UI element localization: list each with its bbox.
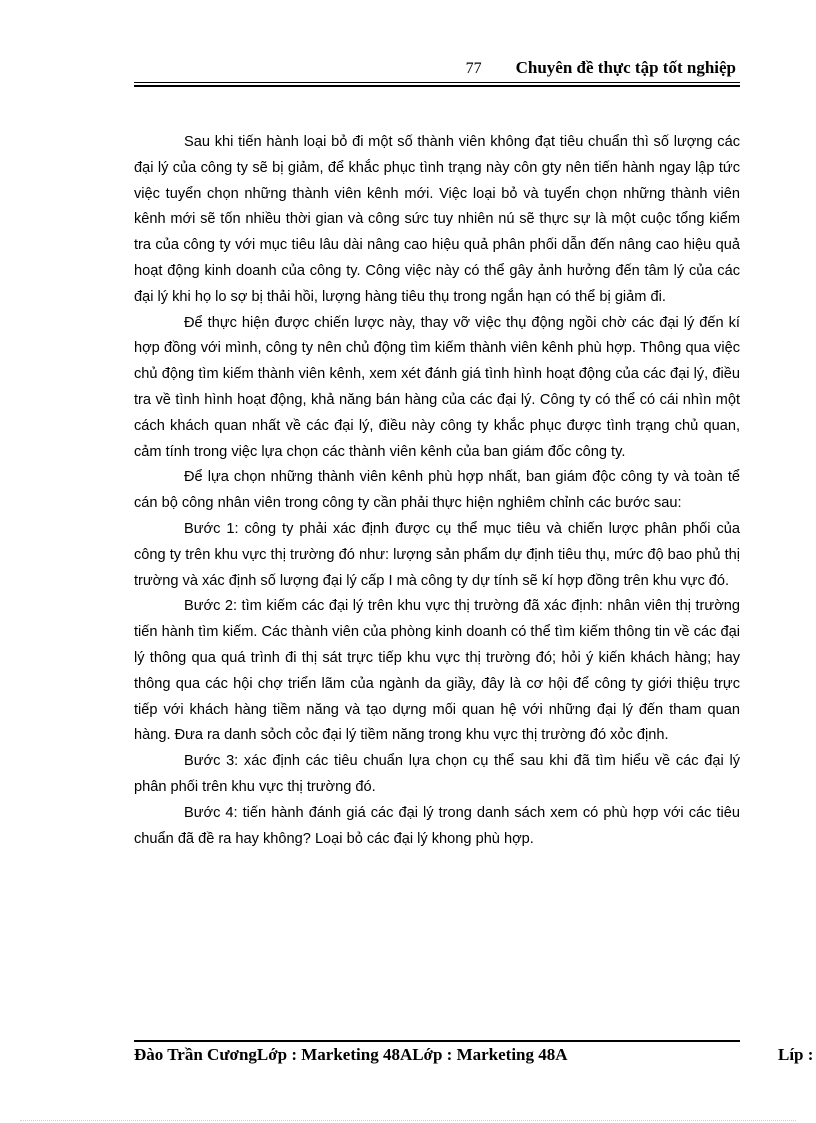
paragraph-step-4: Bước 4: tiến hành đánh giá các đại lý trong danh sách xem có phù hợp với các tiêu chuẩn đã đề ra hay không? Loại bỏ các đại lý khong phù hợp. <box>134 804 740 847</box>
footer-rule <box>134 1040 740 1042</box>
paragraph-step-1: Bước 1: công ty phải xác định được cụ thể mục tiêu và chiến lược phân phối của công ty trên khu vực thị trường đó như: lượng sản phẩm dự định tiêu thụ, mức độ bao phủ thị trường và xác định số lượng đại lý cấp I mà công ty dự tính sẽ kí hợp đồng trên khu vực đó. <box>134 520 740 589</box>
page-number: 77 <box>465 60 482 77</box>
paragraph-1: Sau khi tiến hành loại bỏ đi một số thành viên không đạt tiêu chuẩn thì số lượng các đại lý của công ty sẽ bị giảm, để khắc phục tình trạng này côn gty nên tiến hành ngay lập tức việc tuyển chọn những thành viên kênh mới. Việc loại bỏ và tuyển chọn những thành viên kênh mới sẽ tốn nhiều thời gian và công sức tuy nhiên nú sẽ thực sự là một cuộc tổng kiểm tra của công ty với mục tiêu lâu dài nâng cao hiệu quả phân phối dẫn đến nâng cao hiệu quả hoạt động kinh doanh của công ty. Công việc này có thể gây ảnh hưởng đến tâm lý của các đại lý khi họ lo sợ bị thải hồi, lượng hàng tiêu thụ trong ngắn hạn có thể bị giảm đi. <box>134 134 740 305</box>
header-title: Chuyên đề thực tập tốt nghiệp <box>515 58 736 77</box>
page-bottom-border <box>20 1120 796 1121</box>
page-header <box>134 58 740 82</box>
paragraph-2: Để thực hiện được chiến lược này, thay vỡ việc thụ động ngồi chờ các đại lý đến kí hợp đồng với mình, công ty nên chủ động tìm kiếm thành viên kênh phù hợp. Thông qua việc chủ động tìm kiếm thành viên kênh, xem xét đánh giá tình hình hoạt động của các đại lý, điều tra về tình hình hoạt động, khả năng bán hàng của các đại lý. Công ty có thể có cái nhìn một cách khách quan nhất về các đại lý, điều này công ty khắc phục được tình trạng chủ quan, cảm tính trong việc lựa chọn các thành viên kênh của ban giám đốc công ty. <box>134 314 740 460</box>
page-footer <box>134 1045 816 1069</box>
footer-class-overflow: Líp : <box>778 1045 814 1064</box>
header-rule-thick <box>134 85 740 87</box>
body-text <box>134 130 740 852</box>
paragraph-step-2: Bước 2: tìm kiếm các đại lý trên khu vực thị trường đã xác định: nhân viên thị trường tiến hành tìm kiếm. Các thành viên của phòng kinh doanh có thể tìm kiếm thông tin về các đại lý thông qua quá trình đi thị sát trực tiếp khu vực thị trường đó; hỏi ý kiến khách hàng; hay thông qua các hội chợ triển lãm của ngành da giầy, đây là cơ hội để công ty giới thiệu trực tiếp với khách hàng tiềm năng và tạo dựng mối quan hệ với những đại lý đến tham quan hàng. Đưa ra danh sỏch cỏc đại lý tiềm năng trong khu vực thị trường đó xỏc định. <box>134 598 740 744</box>
footer-author-class: Đào Trần CươngLớp : Marketing 48ALớp : Marketing 48A <box>134 1045 568 1064</box>
paragraph-3: Để lựa chọn những thành viên kênh phù hợp nhất, ban giám độc công ty và toàn tể cán bộ công nhân viên trong công ty cần phải thực hiện nghiêm chỉnh các bước sau: <box>134 469 740 512</box>
header-text <box>466 58 736 78</box>
header-rule-thin <box>134 82 740 83</box>
paragraph-step-3: Bước 3: xác định các tiêu chuẩn lựa chọn cụ thể sau khi đã tìm hiểu về các đại lý phân phối trên khu vực thị trường đó. <box>134 753 740 795</box>
